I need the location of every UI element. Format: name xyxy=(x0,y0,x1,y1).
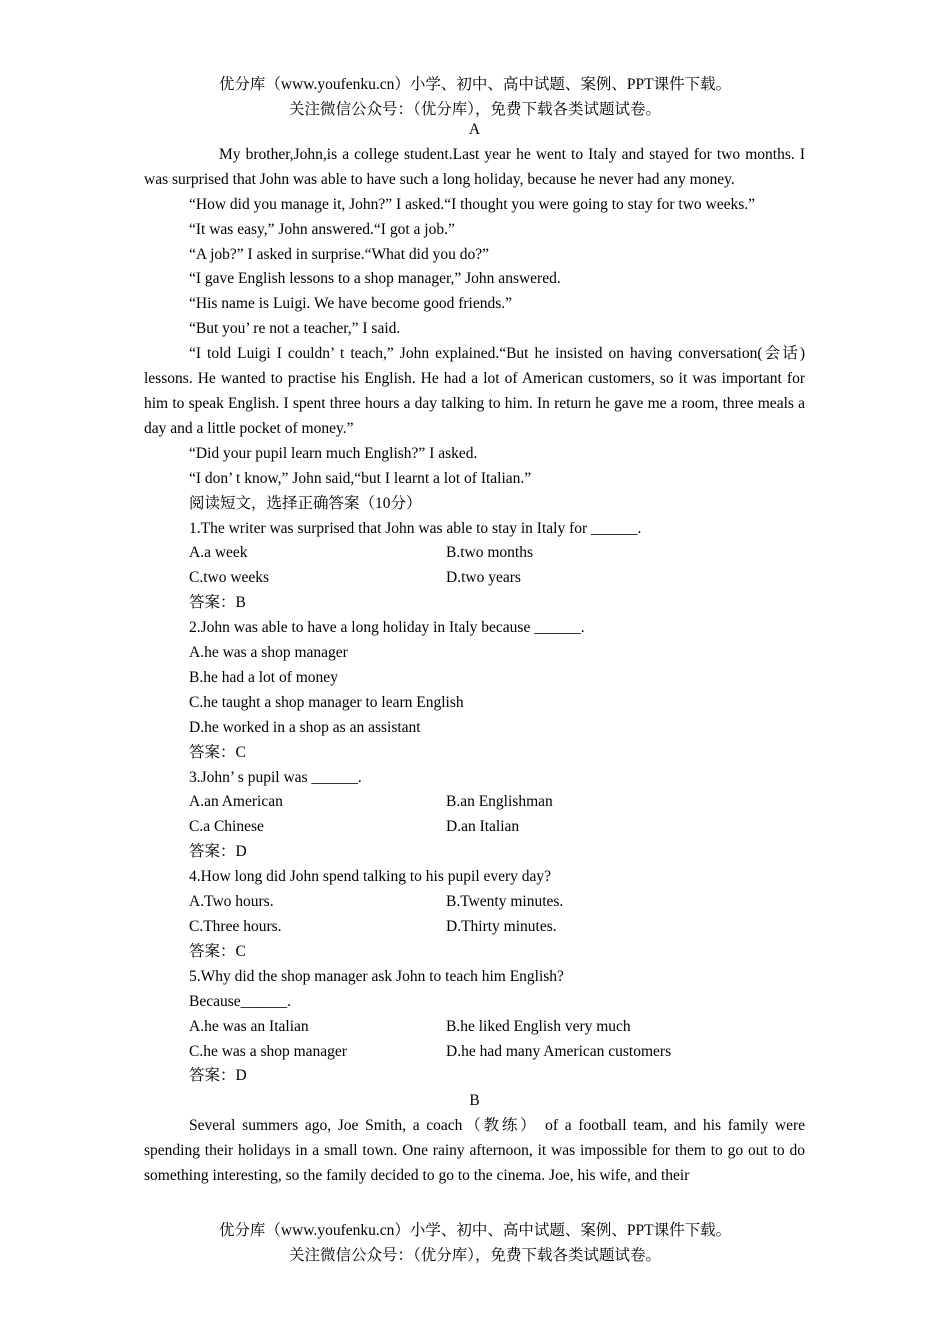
question-stem: 1.The writer was surprised that John was able to stay in Italy for ______. xyxy=(189,519,642,537)
answer: 答案：B xyxy=(189,594,246,612)
option: B.Twenty minutes. xyxy=(446,893,564,911)
option: D.he had many American customers xyxy=(446,1042,672,1060)
header-line-2: 关注微信公众号：（优分库），免费下载各类试题试卷。 xyxy=(288,101,661,118)
passage-paragraph: “It was easy,” John answered.“I got a job.” xyxy=(189,220,455,238)
passage-paragraph: “Did your pupil learn much English?” I asked. xyxy=(189,444,478,462)
option: D.an Italian xyxy=(446,818,520,836)
option: A.an American xyxy=(189,793,283,811)
option: C.a Chinese xyxy=(189,818,264,836)
footer-line-1: 优分库（www.youfenku.cn）小学、初中、高中试题、案例、PPT课件下载。 xyxy=(218,1222,732,1239)
option-row xyxy=(144,815,805,840)
passage-paragraph: “His name is Luigi. We have become good friends.” xyxy=(189,295,513,313)
question-stem: 2.John was able to have a long holiday in Italy because ______. xyxy=(189,619,585,637)
option: A.Two hours. xyxy=(189,893,274,911)
option: D.two years xyxy=(446,569,521,587)
answer: 答案：C xyxy=(189,743,246,761)
option: C.two weeks xyxy=(189,569,270,587)
page-header xyxy=(0,72,950,122)
option-row xyxy=(144,1015,805,1040)
question-stem: 4.How long did John spend talking to his pupil every day? xyxy=(189,868,552,886)
instruction: 阅读短文，选择正确答案（10分） xyxy=(189,494,422,512)
passage-paragraph: “How did you manage it, John?” I asked.“I thought you were going to stay for two weeks.” xyxy=(189,195,756,213)
answer: 答案：D xyxy=(189,1067,247,1085)
footer-line-2: 关注微信公众号：（优分库），免费下载各类试题试卷。 xyxy=(288,1247,661,1264)
passage-paragraph: “I don’ t know,” John said,“but I learnt a lot of Italian.” xyxy=(189,469,532,487)
section-a-title: A xyxy=(468,121,481,138)
option: C.Three hours. xyxy=(189,918,282,935)
option-row xyxy=(144,1040,805,1065)
passage-paragraph: “I gave English lessons to a shop manager,” John answered. xyxy=(189,270,561,288)
option: C.he was a shop manager xyxy=(189,1042,347,1060)
option-row xyxy=(144,890,805,915)
document-body xyxy=(144,118,805,1189)
passage-paragraph: “A job?” I asked in surprise.“What did you do?” xyxy=(189,245,490,263)
question-stem: 3.John’ s pupil was ______. xyxy=(189,768,362,786)
option: B.an Englishman xyxy=(446,793,553,811)
option-row xyxy=(144,915,805,940)
option: A.he was a shop manager xyxy=(189,644,348,662)
question-stem: 5.Why did the shop manager ask John to teach him English? xyxy=(189,967,564,985)
option-row xyxy=(144,541,805,566)
option: C.he taught a shop manager to learn English xyxy=(189,693,464,711)
option-row xyxy=(144,790,805,815)
option: B.two months xyxy=(446,544,533,562)
option: B.he liked English very much xyxy=(446,1017,631,1035)
passage-paragraph: My brother,John,is a college student.Last year he went to Italy and stayed for two months. I was surprised that John was able to have such a long holiday, because he never had any money. xyxy=(144,145,805,188)
option: A.a week xyxy=(189,544,248,562)
option-row xyxy=(144,566,805,591)
header-line-1: 优分库（www.youfenku.cn）小学、初中、高中试题、案例、PPT课件下载。 xyxy=(218,76,732,93)
option: D.Thirty minutes. xyxy=(446,918,557,935)
page-footer xyxy=(0,1218,950,1268)
answer: 答案：C xyxy=(189,942,246,960)
question-stem-continued: Because______. xyxy=(189,992,292,1010)
section-b-title: B xyxy=(469,1092,480,1110)
option: A.he was an Italian xyxy=(189,1017,309,1035)
passage-paragraph: “I told Luigi I couldn’ t teach,” John explained.“But he insisted on having conversation(会话) lessons. He wanted to practise his English. He had a lot of American customers, so it was important for him to speak English. I spent three hours a day talking to him. In return he gave me a room, three meals a day and a little pocket of money.” xyxy=(144,345,805,437)
option: D.he worked in a shop as an assistant xyxy=(189,718,421,736)
passage-paragraph: Several summers ago, Joe Smith, a coach（教练） of a football team, and his family were spending their holidays in a small town. One rainy afternoon, it was impossible for them to go out to do something interesting, so the family decided to go to the cinema. Joe, his wife, and their xyxy=(144,1117,805,1185)
passage-paragraph: “But you’ re not a teacher,” I said. xyxy=(189,320,401,338)
option: B.he had a lot of money xyxy=(189,668,338,686)
answer: 答案：D xyxy=(189,843,247,861)
